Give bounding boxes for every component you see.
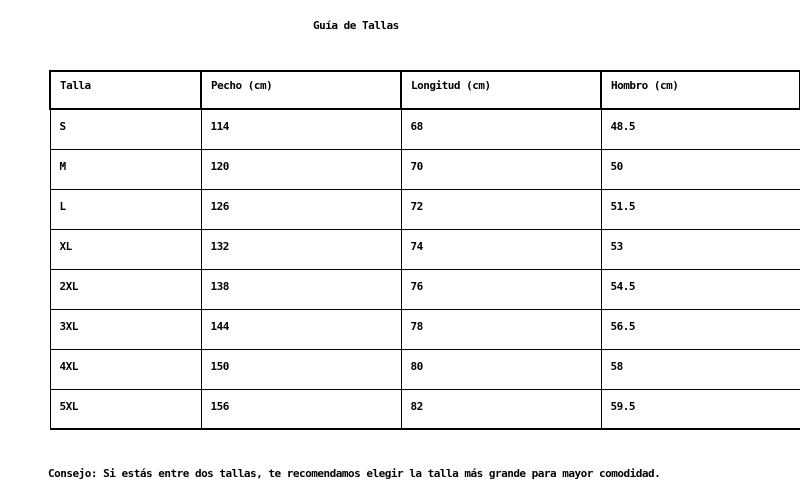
column-header-longitud: Longitud (cm) — [401, 71, 601, 109]
cell-pecho: 150 — [201, 349, 401, 389]
cell-longitud: 74 — [401, 229, 601, 269]
cell-longitud: 78 — [401, 309, 601, 349]
cell-hombro: 53 — [601, 229, 800, 269]
cell-longitud: 76 — [401, 269, 601, 309]
cell-talla: S — [50, 109, 201, 149]
table-row — [50, 109, 800, 149]
table-header — [50, 71, 800, 109]
cell-talla: 2XL — [50, 269, 201, 309]
table-row — [50, 149, 800, 189]
table-row — [50, 309, 800, 349]
header-row — [50, 71, 800, 109]
cell-hombro: 59.5 — [601, 389, 800, 429]
advice-note: Consejo: Si estás entre dos tallas, te recomendamos elegir la talla más grande para mayor comodidad. — [48, 467, 661, 480]
cell-longitud: 72 — [401, 189, 601, 229]
cell-pecho: 120 — [201, 149, 401, 189]
column-header-hombro: Hombro (cm) — [601, 71, 800, 109]
cell-pecho: 144 — [201, 309, 401, 349]
cell-talla: L — [50, 189, 201, 229]
cell-pecho: 138 — [201, 269, 401, 309]
table-row — [50, 189, 800, 229]
cell-talla: 3XL — [50, 309, 201, 349]
column-header-talla: Talla — [50, 71, 201, 109]
cell-longitud: 70 — [401, 149, 601, 189]
cell-hombro: 50 — [601, 149, 800, 189]
cell-pecho: 132 — [201, 229, 401, 269]
cell-hombro: 54.5 — [601, 269, 800, 309]
cell-talla: 4XL — [50, 349, 201, 389]
table-body — [50, 109, 800, 429]
cell-pecho: 114 — [201, 109, 401, 149]
cell-longitud: 68 — [401, 109, 601, 149]
cell-talla: 5XL — [50, 389, 201, 429]
cell-talla: M — [50, 149, 201, 189]
size-guide-table — [49, 70, 800, 430]
cell-longitud: 82 — [401, 389, 601, 429]
cell-hombro: 56.5 — [601, 309, 800, 349]
page-title: Guía de Tallas — [313, 19, 399, 32]
table-row — [50, 229, 800, 269]
cell-pecho: 156 — [201, 389, 401, 429]
cell-talla: XL — [50, 229, 201, 269]
table-row — [50, 389, 800, 429]
table-row — [50, 349, 800, 389]
cell-longitud: 80 — [401, 349, 601, 389]
table-row — [50, 269, 800, 309]
cell-pecho: 126 — [201, 189, 401, 229]
cell-hombro: 58 — [601, 349, 800, 389]
cell-hombro: 51.5 — [601, 189, 800, 229]
column-header-pecho: Pecho (cm) — [201, 71, 401, 109]
cell-hombro: 48.5 — [601, 109, 800, 149]
